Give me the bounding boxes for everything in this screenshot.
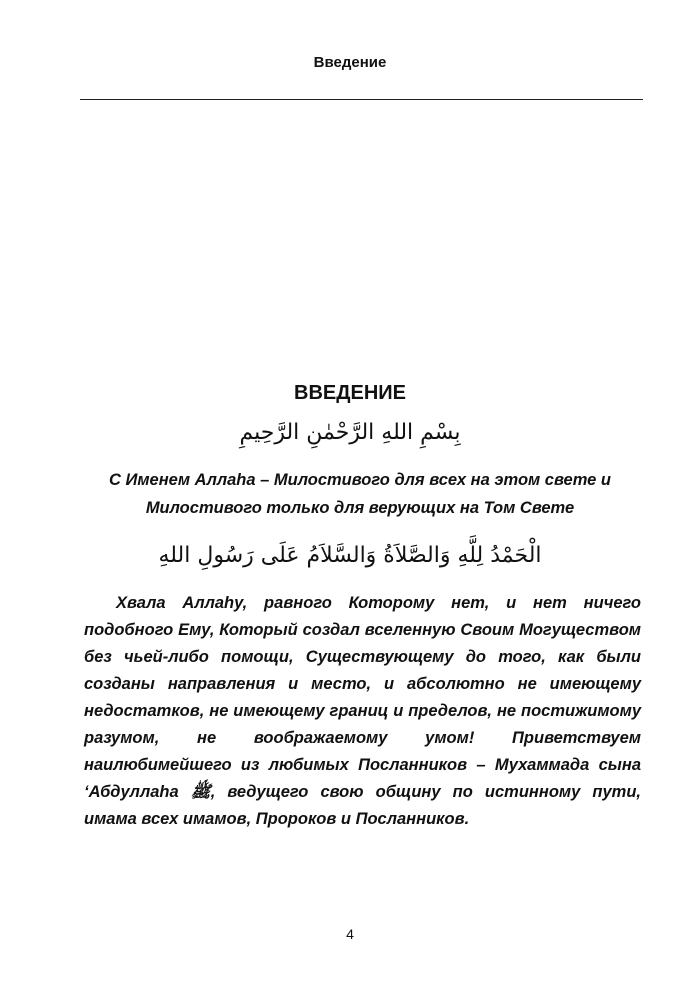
basmala-translation: С Именем Аллаhа – Милостивого для всех на этом свете и Милостивого только для верующих на Том Свете [108, 471, 612, 517]
hamdala-arabic: الْحَمْدُ لِلَّهِ وَالصَّلاَةُ وَالسَّلاَمُ عَلَى رَسُولِ اللهِ [158, 543, 542, 568]
chapter-title: ВВЕДЕНИЕ [294, 382, 406, 404]
body-paragraph: Хвала Аллаhу, равного Которому нет, и нет ничего подобного Ему, Который создал вселенную Своим Могуществом без чьей-либо помощи, Существующему до того, как были созданы направления и место, и абсолютно не имеющему недостатков, не имеющему границ и пределов, не постижимому разумом, не воображаемому умом! Приветствуем наилюбимейшего из любимых Посланников – Мухаммада сына ‘Абдуллаhа ﷺ, ведущего свою общину по истинному пути, имама всех имамов, Пророков и Посланников. [84, 594, 641, 828]
page-number: 4 [346, 926, 354, 942]
header-divider [80, 99, 643, 100]
running-header: Введение [313, 54, 387, 71]
basmala-arabic: بِسْمِ اللهِ الرَّحْمٰنِ الرَّحِيمِ [239, 420, 461, 445]
